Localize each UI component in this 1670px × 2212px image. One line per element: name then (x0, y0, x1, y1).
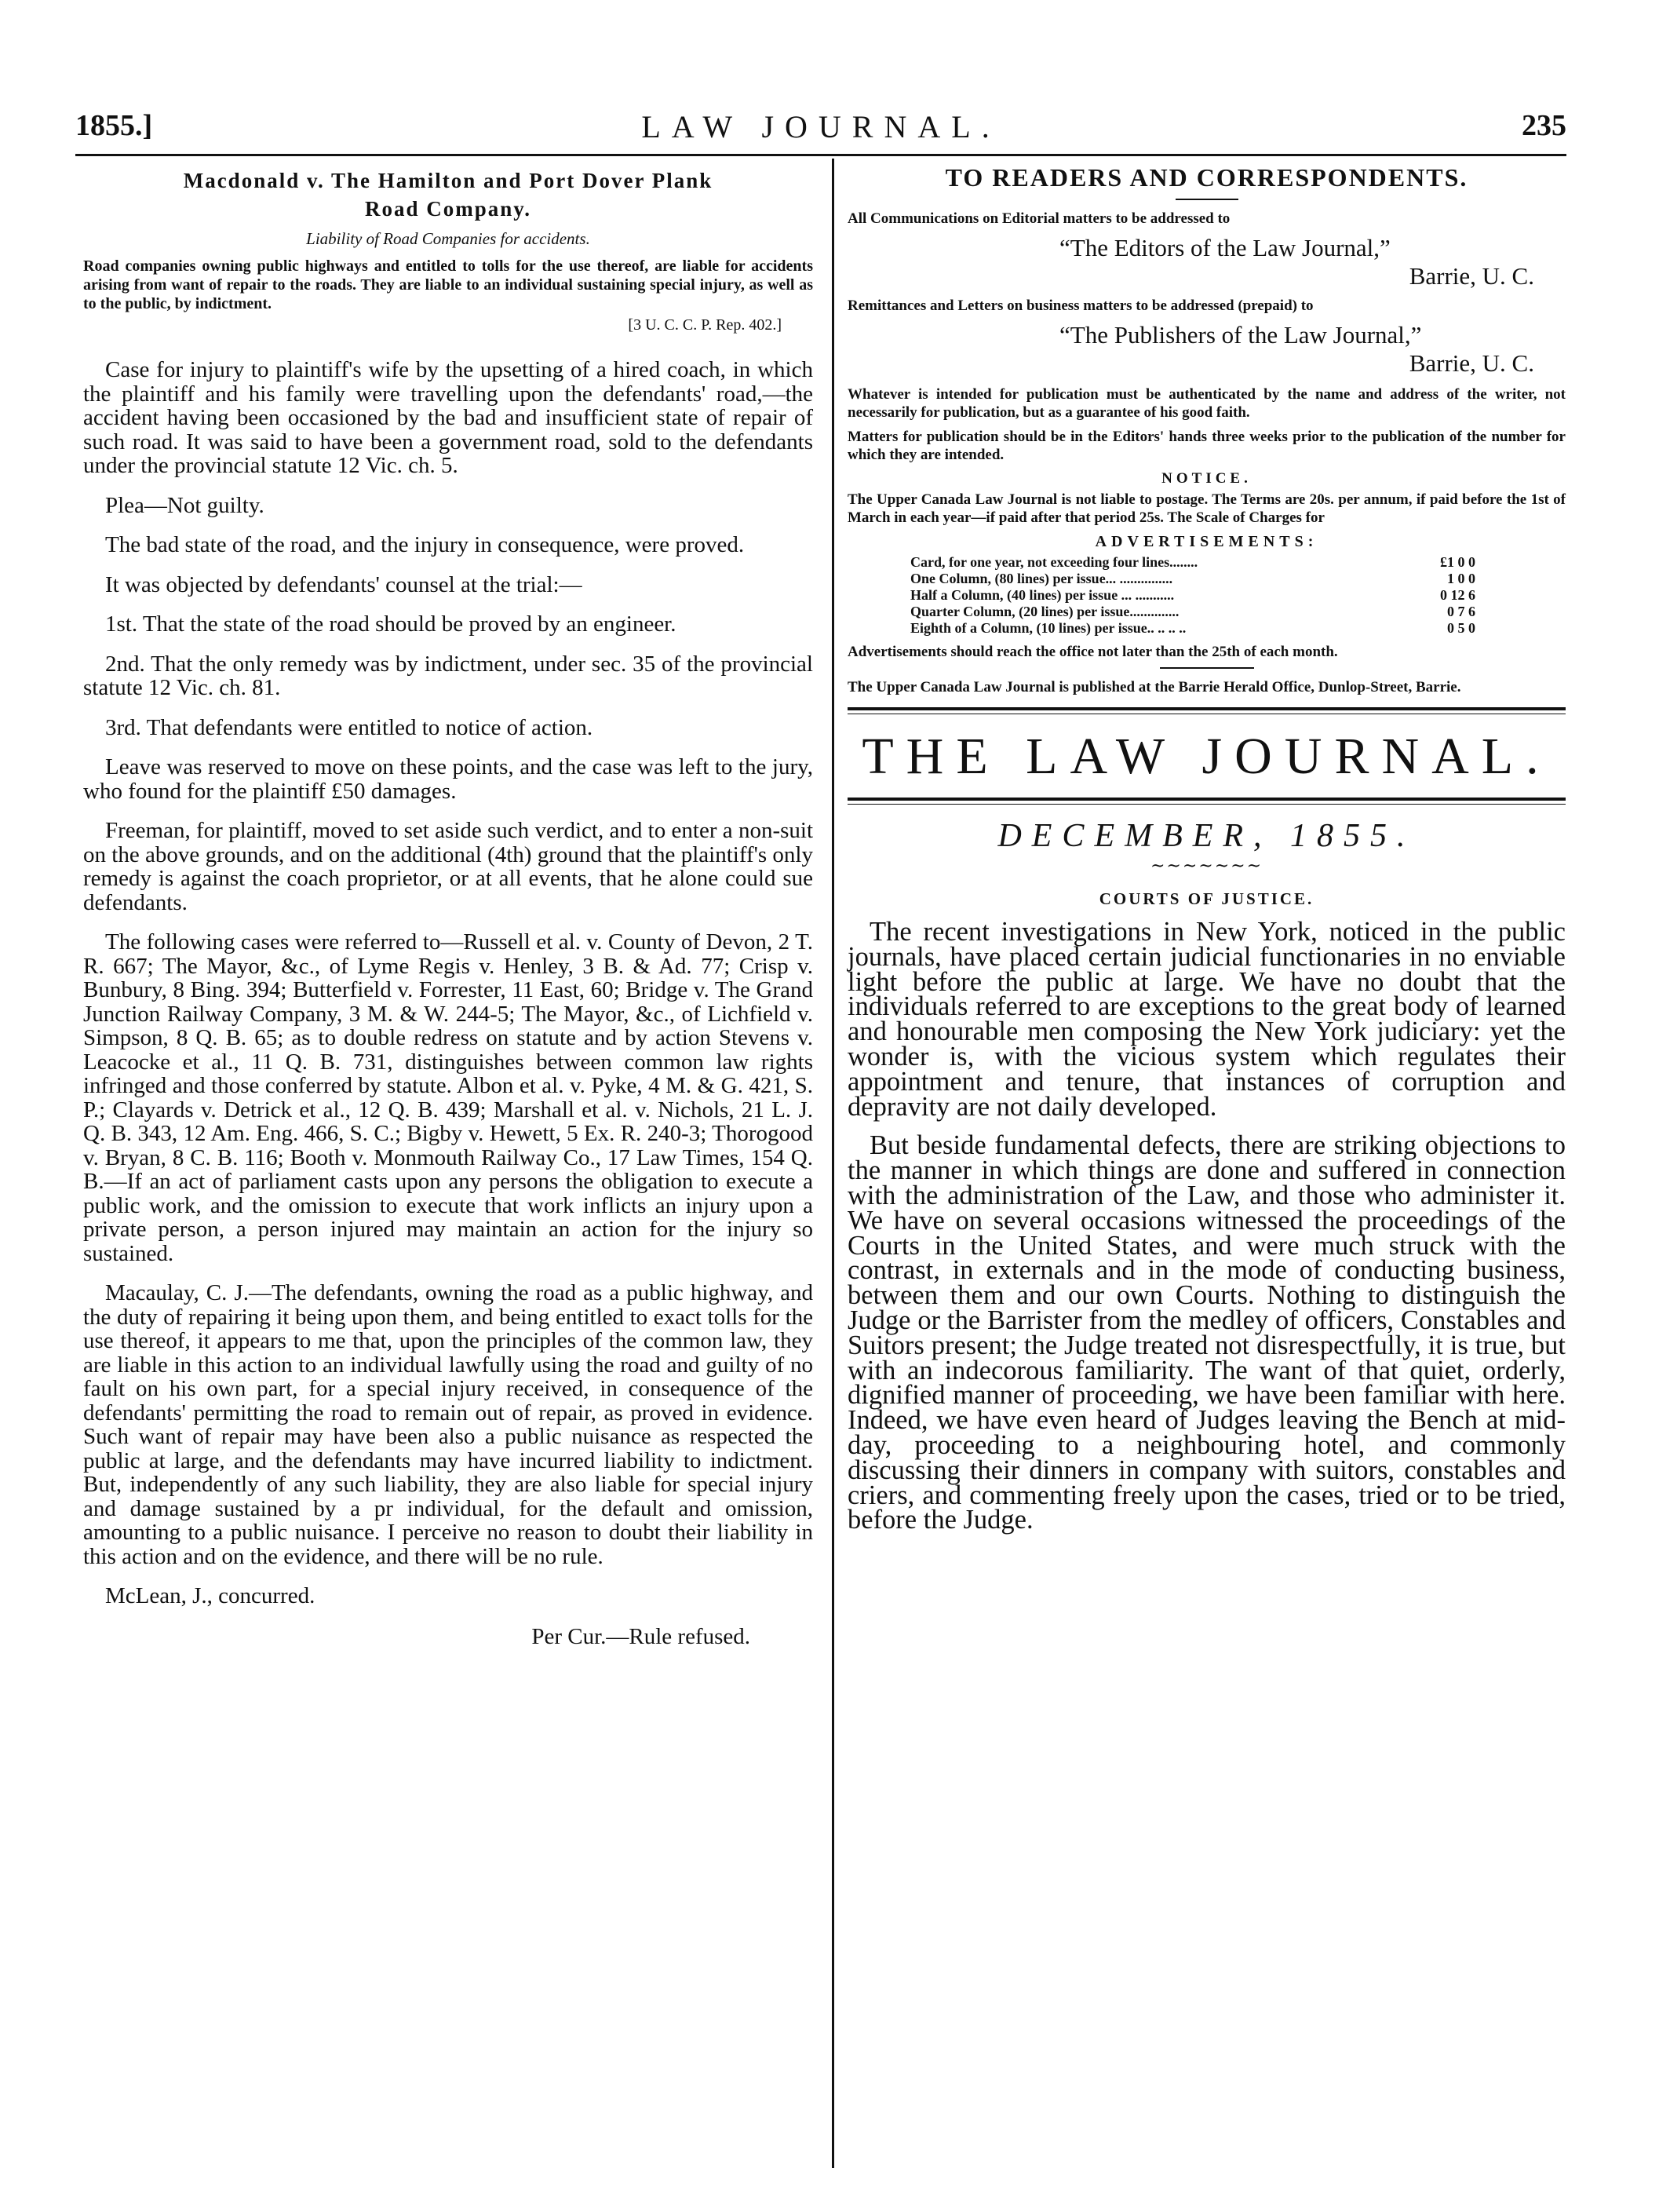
header-rule (75, 154, 1566, 156)
editorial-paragraph: The recent investigations in New York, noticed in the public journals, have placed certain judicial functionaries in no enviable light before the public at large. We have no doubt that the individuals referred to are exceptions to the great body of learned and honourable men composing the New York judiciary: yet the wonder is, with the vicious system which regulates their appointment and tenure, that instances of corruption and depravity are not daily developed. (848, 917, 1566, 1122)
publisher-note: The Upper Canada Law Journal is published at the Barrie Herald Office, Dunlop-Street, Barrie. (848, 679, 1461, 695)
left-column (83, 163, 813, 1650)
editors-address-line2: Barrie, U. C. (1409, 262, 1534, 290)
rate-row (910, 571, 1475, 587)
rate-label: Half a Column, (40 lines) per issue ... ........... (910, 587, 1175, 603)
rate-amount: 0 7 6 (1447, 604, 1475, 619)
per-curiam-line: Per Cur.—Rule refused. (531, 1623, 750, 1649)
rate-amount: 0 12 6 (1440, 587, 1475, 603)
case-paragraph: 3rd. That defendants were entitled to notice of action. (105, 714, 593, 740)
masthead-top-rule (848, 707, 1566, 714)
authentication-note: Whatever is intended for publication must be authenticated by the name and address of the writer, not necessarily for publication, but as a guarantee of his good faith. (848, 386, 1566, 421)
rate-amount: 0 5 0 (1447, 620, 1475, 636)
case-paragraph: Plea—Not guilty. (105, 492, 264, 518)
editorial-paragraph: But beside fundamental defects, there are striking objections to the manner in which things are done and suffered in connection with the administration of the Law, and those who administer it. We have on several occasions witnessed the proceedings of the Courts in the United States, and were much struck with the contrast, in externals and in the mode of conducting business, between them and our own Courts. Nothing to distinguish the Judge or the Barrister from the medley of officers, Constables and Suitors present; the Judge treated not disrespectfully, it is true, but with an indecorous familiarity. The want of that quiet, orderly, dignified manner of proceeding, we have been familiar with here. Indeed, we have even heard of Judges leaving the Bench at mid-day, proceeding to a neighbouring hotel, and commonly discussing their dinners in company with suitors, constables and criers, and commenting freely upon the cases, tried or to be tried, before the Judge. (848, 1130, 1566, 1535)
issue-date: DECEMBER, 1855. (997, 818, 1416, 854)
case-title-line2: Road Company. (364, 197, 532, 221)
masthead-title: THE LAW JOURNAL. (862, 728, 1551, 785)
case-headnote: Road companies owning public highways and entitled to tolls for the use thereof, are liable for accidents arising from want of repair to the roads. They are liable to an individual sustaining special injury, as well as to the public, by indictment. (83, 257, 813, 312)
case-title (83, 166, 813, 223)
rate-row (910, 554, 1475, 571)
rate-row (910, 587, 1475, 604)
running-head (75, 108, 1566, 148)
short-rule (1176, 199, 1238, 200)
advertisements-heading: ADVERTISEMENTS: (1095, 533, 1318, 550)
notice-text: The Upper Canada Law Journal is not liable to postage. The Terms are 20s. per annum, if paid before the 1st of March in each year—if paid after that period 25s. The Scale of Charges for (848, 491, 1566, 526)
running-head-date: 1855.] (75, 109, 153, 142)
case-paragraph: 1st. That the state of the road should be proved by an engineer. (105, 611, 676, 637)
case-paragraph: Freeman, for plaintiff, moved to set aside such verdict, and to enter a non-suit on the above grounds, and on the additional (4th) ground that the plaintiff's only remedy is against the coach proprietor, or at all events, that he alone could sue defendants. (83, 818, 813, 915)
case-paragraph: The following cases were referred to—Russell et al. v. County of Devon, 2 T. R. 667; The Mayor, &c., of Lyme Regis v. Henley, 3 B. & Ad. 77; Crisp v. Bunbury, 8 Bing. 394; Butterfield v. Forrester, 11 East, 60; Bridge v. The Grand Junction Railway Company, 3 M. & W. 244-5; The Mayor, &c., of Lichfield v. Simpson, 8 Q. B. 65; as to double redress on statute and by action Stevens v. Leacocke et al., 11 Q. B. 731, distinguishes between common law rights infringed and those conferred by statute. Albon et al. v. Pyke, 4 M. & G. 421, S. P.; Clayards v. Detrick et al., 12 Q. B. 439; Marshall et al. v. Nichols, 21 L. J. Q. B. 343, 12 Am. Eng. 466, S. C.; Bigby v. Hewett, 5 Ex. R. 240-3; Thorogood v. Bryan, 8 C. B. 116; Booth v. Monmouth Railway Co., 17 Law Times, 154 Q. B.—If an act of parliament casts upon any persons the obligation to execute a public work, and the omission to execute that work inflicts an injury upon a private person, a person injured may maintain an action for the injury so sustained. (83, 929, 813, 1266)
masthead-bottom-rule (848, 798, 1566, 805)
editorial-note: All Communications on Editorial matters to be addressed to (848, 210, 1231, 227)
rate-row (910, 620, 1475, 637)
page-number: 235 (1522, 109, 1566, 142)
advertisement-deadline: Advertisements should reach the office not later than the 25th of each month. (848, 644, 1338, 660)
rate-label: Quarter Column, (20 lines) per issue.............. (910, 604, 1180, 619)
short-rule (1160, 667, 1254, 669)
publishers-address-line1: “The Publishers of the Law Journal,” (1059, 321, 1422, 349)
section-heading: COURTS OF JUSTICE. (1099, 889, 1314, 908)
rate-label: One Column, (80 lines) per issue... ............... (910, 571, 1173, 586)
case-paragraph: Macaulay, C. J.—The defendants, owning the road as a public highway, and the duty of repairing it being upon them, and being entitled to exact tolls for the use thereof, it appears to me that, upon the principles of the common law, they are liable in this action to an individual lawfully using the road and guilty of no fault on his own part, for a special injury received, in consequence of the defendants' permitting the road to remain out of repair, as proved in evidence. Such want of repair may have been also a public nuisance as respected the public at large, and the defendants may have incurred liability to indictment. But, independently of any such liability, they are also liable for special injury and damage sustained by a pr individual, for the default and omission, amounting to a public nuisance. I perceive no reason to doubt their liability in this action and on the evidence, and there will be no rule. (83, 1280, 813, 1569)
running-head-title: LAW JOURNAL. (641, 109, 1001, 144)
rate-label: Eighth of a Column, (10 lines) per issue.. .. .. .. (910, 620, 1187, 636)
case-paragraph: The bad state of the road, and the injury in consequence, were proved. (105, 532, 745, 557)
rate-label: Card, for one year, not exceeding four lines........ (910, 554, 1198, 570)
remittance-note: Remittances and Letters on business matters to be addressed (prepaid) to (848, 297, 1314, 314)
editors-address-line1: “The Editors of the Law Journal,” (1059, 234, 1391, 261)
right-column (848, 163, 1566, 1547)
case-citation: [3 U. C. C. P. Rep. 402.] (628, 316, 782, 334)
case-paragraph: It was objected by defendants' counsel at the trial:— (105, 571, 582, 597)
rate-amount: £1 0 0 (1440, 554, 1475, 570)
case-paragraph: Leave was reserved to move on these points, and the case was left to the jury, who found for the plaintiff £50 damages. (83, 754, 813, 804)
matters-note: Matters for publication should be in the Editors' hands three weeks prior to the publication of the number for which they are intended. (848, 429, 1566, 463)
rates-table (848, 554, 1566, 637)
rate-row (910, 604, 1475, 620)
case-paragraph: Case for injury to plaintiff's wife by the upsetting of a hired coach, in which the plaintiff and his family were travelling upon the defendants' road,—the accident having been occasioned by the bad and insufficient state of repair of such road. It was said to have been a government road, sold to the defendants under the provincial statute 12 Vic. ch. 5. (83, 357, 813, 478)
publishers-address-line2: Barrie, U. C. (1409, 349, 1534, 377)
rate-amount: 1 0 0 (1447, 571, 1475, 586)
ornamental-rule: ~~~~~~~ (1150, 856, 1263, 876)
notice-heading: NOTICE. (1161, 470, 1252, 487)
column-divider (832, 159, 834, 2168)
case-subtitle: Liability of Road Companies for accidents. (306, 229, 590, 248)
case-paragraph: McLean, J., concurred. (105, 1583, 315, 1608)
readers-title: TO READERS AND CORRESPONDENTS. (945, 163, 1468, 192)
case-title-line1: Macdonald v. The Hamilton and Port Dover Plank (183, 169, 713, 192)
case-paragraph: 2nd. That the only remedy was by indictment, under sec. 35 of the provincial statute 12 Vic. ch. 81. (83, 651, 813, 700)
